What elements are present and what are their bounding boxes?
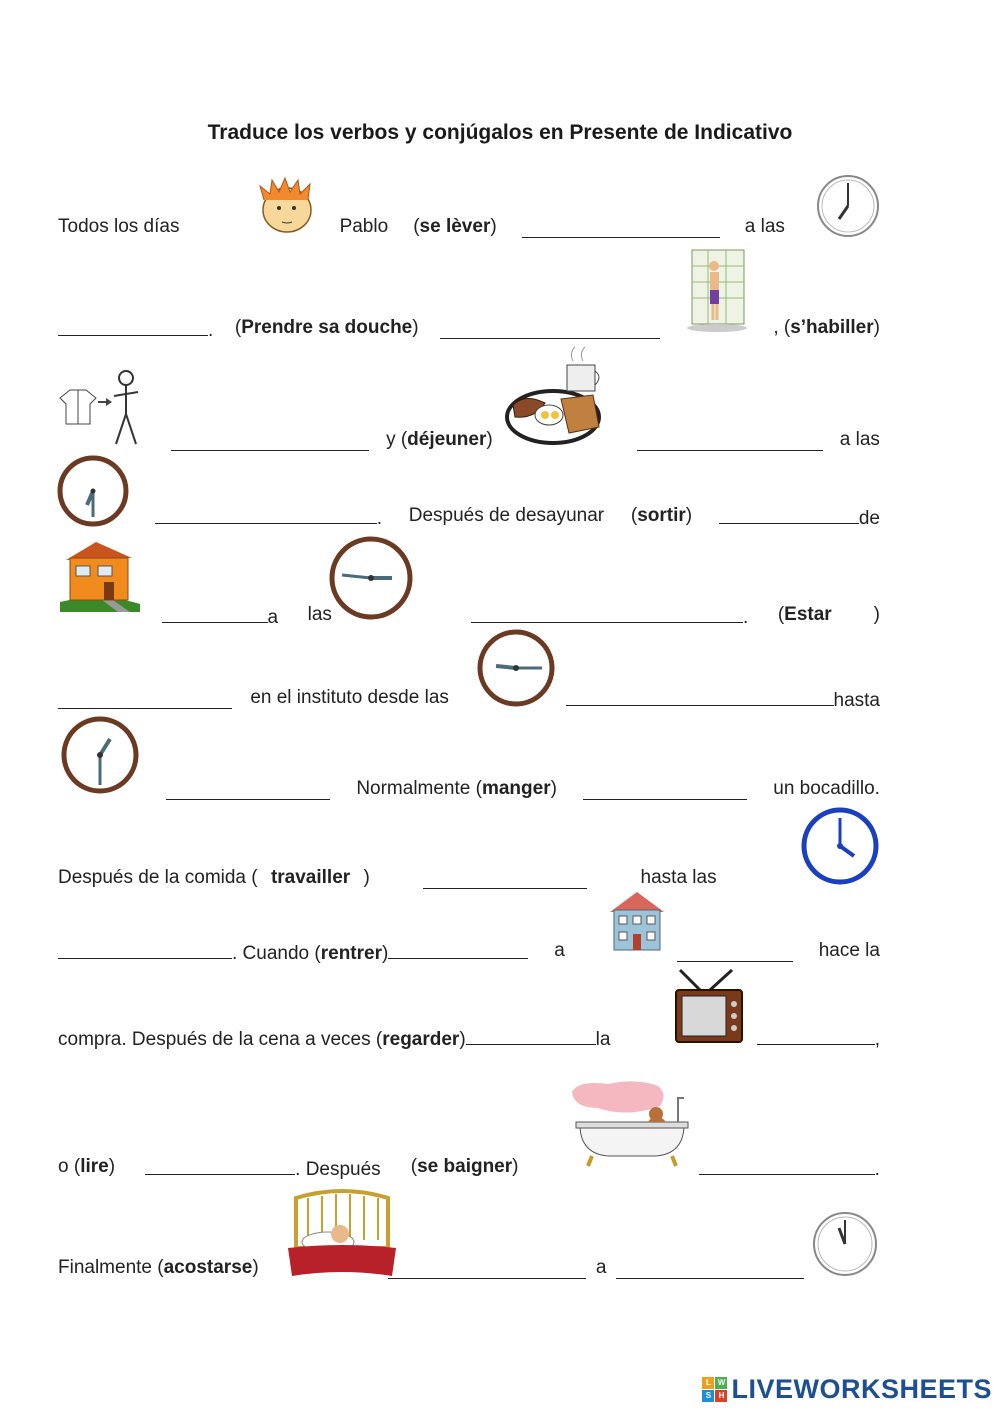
sentence-line-10 <box>58 1020 880 1054</box>
answer-blank[interactable] <box>58 315 208 336</box>
answer-blank[interactable] <box>171 430 369 451</box>
verb-s-habiller: s’habiller <box>790 317 874 338</box>
sentence-line-3 <box>58 423 880 457</box>
answer-blank[interactable] <box>423 868 587 889</box>
verb-se-baigner: se baigner <box>417 1156 513 1177</box>
text: Después de desayunar <box>408 505 605 526</box>
answer-blank[interactable] <box>58 688 232 709</box>
answer-blank[interactable] <box>566 685 834 706</box>
logo-letter: W <box>715 1377 727 1389</box>
sentence-line-9 <box>58 934 880 968</box>
text: Pablo <box>339 216 389 237</box>
text: en el instituto desde las <box>250 687 449 708</box>
verb-se-lever: se lèver <box>419 216 491 237</box>
text: . Después <box>295 1158 381 1180</box>
paren: ) <box>685 505 693 526</box>
text: Todos los días <box>58 216 180 237</box>
logo-letter: L <box>702 1377 714 1389</box>
text: hace la <box>818 940 880 961</box>
answer-blank[interactable] <box>145 1154 295 1175</box>
sentence-line-4 <box>58 499 880 533</box>
paren: ) <box>486 429 493 450</box>
sentence-line-5 <box>58 598 880 632</box>
answer-blank[interactable] <box>719 503 859 524</box>
verb-acostarse: acostarse <box>163 1257 253 1278</box>
text: a <box>554 940 565 961</box>
answer-blank[interactable] <box>583 779 747 800</box>
sentence-line-1 <box>58 210 880 244</box>
answer-blank[interactable] <box>616 1258 804 1279</box>
sentence-line-12 <box>58 1251 880 1285</box>
paren: ) <box>363 867 370 888</box>
answer-blank[interactable] <box>522 217 720 238</box>
sentence-line-7 <box>58 772 880 806</box>
text: hasta <box>833 689 880 711</box>
paren: ) <box>381 942 389 964</box>
answer-blank[interactable] <box>166 779 330 800</box>
logo-letter: H <box>715 1390 727 1402</box>
answer-blank[interactable] <box>466 1024 596 1045</box>
verb-sortir: sortir <box>637 505 686 526</box>
paren: ) <box>412 317 419 338</box>
sentence-line-6 <box>58 681 880 715</box>
answer-blank[interactable] <box>155 503 377 524</box>
verb-manger: manger <box>481 778 551 799</box>
paren: ( <box>410 1156 418 1177</box>
text: Después de la comida ( <box>58 867 258 888</box>
answer-blank[interactable] <box>677 941 793 962</box>
text: las <box>307 604 332 625</box>
text: compra. Después de la cena a veces ( <box>58 1028 383 1050</box>
verb-travailler: travailler <box>270 867 351 888</box>
answer-blank[interactable] <box>757 1024 875 1045</box>
answer-blank[interactable] <box>58 938 232 959</box>
paren: ( <box>630 505 638 526</box>
text: Normalmente ( <box>356 778 482 799</box>
paren: ) <box>490 216 497 237</box>
liveworksheets-logo-icon <box>702 1377 727 1402</box>
paren: ) <box>108 1156 116 1177</box>
verb-lire: lire <box>80 1156 109 1177</box>
verb-dejeuner: déjeuner <box>407 429 487 450</box>
text: o ( <box>58 1156 81 1177</box>
paren: ( <box>777 604 785 625</box>
answer-blank[interactable] <box>162 602 268 623</box>
verb-rentrer: rentrer <box>320 942 382 964</box>
text: y ( <box>386 429 408 450</box>
paren: ) <box>873 317 880 338</box>
verb-estar: Estar <box>784 604 832 625</box>
text: , <box>874 1028 880 1050</box>
paren: ) <box>252 1257 259 1278</box>
text: . <box>208 319 214 341</box>
answer-blank[interactable] <box>471 602 743 623</box>
sentence-line-2 <box>58 311 880 345</box>
text: , ( <box>773 317 791 338</box>
paren: ) <box>873 604 880 625</box>
text: a <box>595 1257 607 1278</box>
page-title: Traduce los verbos y conjúgalos en Presente de Indicativo <box>207 121 793 144</box>
logo-letter: S <box>702 1390 714 1402</box>
brand-name: LIVEWORKSHEETS <box>731 1374 992 1404</box>
paren: ) <box>512 1156 519 1177</box>
text: . Cuando ( <box>232 942 321 964</box>
answer-blank[interactable] <box>388 938 528 959</box>
paren: ( <box>234 317 242 338</box>
answer-blank[interactable] <box>388 1258 586 1279</box>
liveworksheets-brand[interactable] <box>702 1374 992 1405</box>
sentence-line-8 <box>58 861 880 895</box>
text: . <box>376 507 382 529</box>
verb-regarder: regarder <box>382 1028 460 1050</box>
text: a <box>267 606 279 628</box>
paren: ) <box>459 1028 466 1050</box>
text: de <box>858 507 880 529</box>
answer-blank[interactable] <box>699 1154 875 1175</box>
paren: ) <box>550 778 557 799</box>
text: a las <box>839 429 880 450</box>
text: . <box>743 606 749 628</box>
text: hasta las <box>640 867 717 888</box>
answer-blank[interactable] <box>637 430 823 451</box>
sentence-line-11 <box>58 1150 880 1184</box>
verb-prendre-sa-douche: Prendre sa douche <box>241 317 413 338</box>
text: . <box>874 1158 880 1180</box>
text: a las <box>744 216 785 237</box>
text: Finalmente ( <box>58 1257 164 1278</box>
text: la <box>595 1028 611 1050</box>
answer-blank[interactable] <box>440 318 660 339</box>
paren: ( <box>413 216 420 237</box>
text: un bocadillo. <box>773 778 880 799</box>
